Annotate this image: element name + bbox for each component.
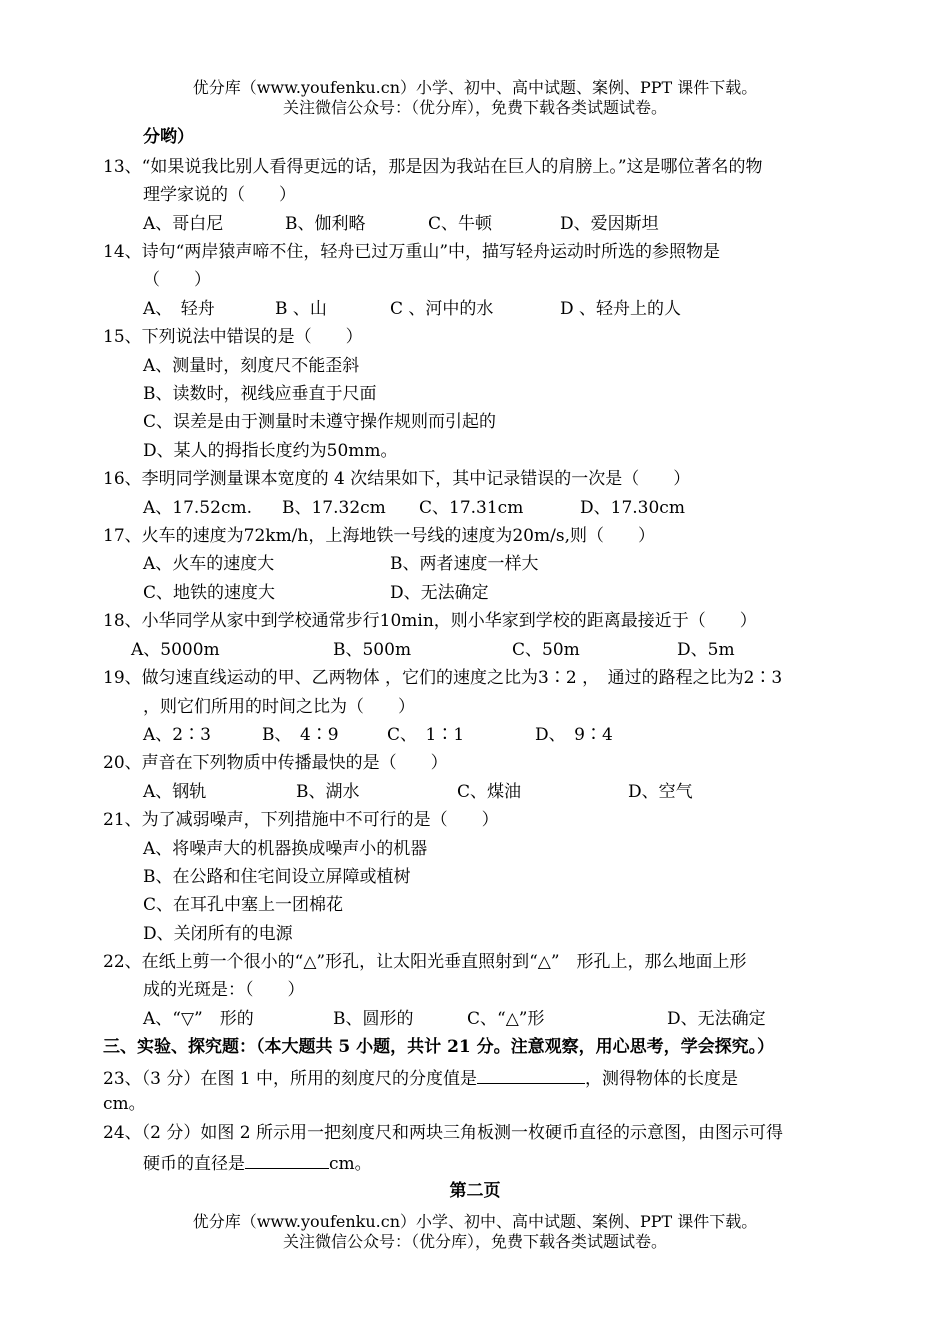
- q23-text-post: ，测得物体的长度是: [584, 1069, 738, 1089]
- q13-option-a: A、哥白尼: [143, 214, 224, 234]
- q13-option-b: B、伽利略: [285, 214, 366, 234]
- q20-option-d: D、空气: [628, 782, 693, 802]
- q23-text-pre: 23、（3 分）在图 1 中，所用的刻度尺的分度值是: [103, 1069, 477, 1089]
- q21-option-b: B、在公路和住宅间设立屏障或植树: [143, 867, 411, 887]
- question-14-line-2: （ ）: [143, 270, 211, 290]
- q19-option-a: A、2∶3: [143, 725, 211, 745]
- q22-option-a: A、“▽” 形的: [143, 1009, 254, 1029]
- question-13-line-1: 13、“如果说我比别人看得更远的话，那是因为我站在巨人的肩膀上。”这是哪位著名的物: [103, 157, 763, 177]
- q23-answer-blank[interactable]: [477, 1065, 585, 1084]
- page-number-label: 第二页: [449, 1181, 501, 1201]
- q16-option-d: D、17.30cm: [580, 498, 685, 518]
- q17-option-c: C、地铁的速度大: [143, 583, 276, 603]
- question-15-line-1: 15、下列说法中错误的是（ ）: [103, 327, 363, 347]
- q17-option-d: D、无法确定: [390, 583, 489, 603]
- question-23-line-1: [103, 1065, 738, 1090]
- q14-option-b: B 、山: [275, 299, 327, 319]
- footer-line-1: 优分库（www.youfenku.cn）小学、初中、高中试题、案例、PPT 课件下载。: [192, 1212, 758, 1231]
- q20-option-a: A、钢轨: [143, 782, 207, 802]
- q19-option-b: B、 4∶9: [262, 725, 339, 745]
- q17-option-b: B、两者速度一样大: [390, 554, 539, 574]
- q15-option-b: B、读数时，视线应垂直于尺面: [143, 384, 377, 404]
- q22-option-d: D、无法确定: [667, 1009, 766, 1029]
- question-20-line-1: 20、声音在下列物质中传播最快的是（ ）: [103, 753, 448, 773]
- q24-answer-blank[interactable]: [245, 1150, 329, 1169]
- q15-option-a: A、测量时，刻度尺不能歪斜: [143, 356, 360, 376]
- q22-option-c: C、“△”形: [467, 1009, 545, 1029]
- q22-option-b: B、圆形的: [333, 1009, 414, 1029]
- question-13-line-2: 理学家说的（ ）: [143, 185, 296, 205]
- q13-option-d: D、爱因斯坦: [560, 214, 659, 234]
- q21-option-d: D、关闭所有的电源: [143, 924, 293, 944]
- q18-option-d: D、5m: [677, 640, 735, 660]
- q13-option-c: C、牛顿: [428, 214, 493, 234]
- question-17-line-1: 17、火车的速度为72km/h，上海地铁一号线的速度为20m/s,则（ ）: [103, 526, 655, 546]
- header-line-2: 关注微信公众号：（优分库），免费下载各类试题试卷。: [282, 98, 667, 117]
- q15-option-d: D、某人的拇指长度约为50mm。: [143, 441, 398, 461]
- q16-option-c: C、17.31cm: [419, 498, 524, 518]
- continuation-text: 分哟）: [143, 127, 194, 147]
- question-23-line-2: cm。: [103, 1094, 146, 1114]
- question-22-line-2: 成的光斑是：（ ）: [143, 980, 305, 1000]
- q19-option-d: D、 9∶4: [535, 725, 613, 745]
- q19-option-c: C、 1∶1: [387, 725, 465, 745]
- q14-option-d: D 、轻舟上的人: [560, 299, 682, 319]
- q18-option-a: A、5000m: [131, 640, 220, 660]
- q24-text-post: cm。: [329, 1154, 372, 1174]
- section-3-heading: 三、实验、探究题：（本大题共 5 小题，共计 21 分。注意观察，用心思考，学会探究。）: [103, 1037, 775, 1057]
- question-22-line-1: 22、在纸上剪一个很小的“△”形孔，让太阳光垂直照射到“△” 形孔上，那么地面上形: [103, 952, 747, 972]
- question-16-line-1: 16、李明同学测量课本宽度的 4 次结果如下，其中记录错误的一次是（ ）: [103, 469, 691, 489]
- question-24-line-1: 24、（2 分）如图 2 所示用一把刻度尺和两块三角板测一枚硬币直径的示意图，由图示可得: [103, 1123, 783, 1143]
- q16-option-a: A、17.52cm.: [143, 498, 252, 518]
- header-line-1: 优分库（www.youfenku.cn）小学、初中、高中试题、案例、PPT 课件下载。: [192, 78, 758, 97]
- q14-option-c: C 、河中的水: [390, 299, 494, 319]
- question-19-line-2: ，则它们所用的时间之比为（ ）: [143, 697, 415, 717]
- q15-option-c: C、误差是由于测量时未遵守操作规则而引起的: [143, 412, 497, 432]
- question-24-line-2: [143, 1150, 372, 1175]
- q14-option-a: A、 轻舟: [143, 299, 215, 319]
- question-19-line-1: 19、做匀速直线运动的甲、乙两物体 ，它们的速度之比为3∶2 ， 通过的路程之比为2∶3: [103, 668, 783, 688]
- question-18-line-1: 18、小华同学从家中到学校通常步行10min，则小华家到学校的距离最接近于（ ）: [103, 611, 757, 631]
- question-14-line-1: 14、诗句“两岸猿声啼不住，轻舟已过万重山”中，描写轻舟运动时所选的参照物是: [103, 242, 721, 262]
- footer-line-2: 关注微信公众号：（优分库），免费下载各类试题试卷。: [282, 1232, 667, 1251]
- q21-option-a: A、将噪声大的机器换成噪声小的机器: [143, 839, 428, 859]
- q20-option-b: B、湖水: [296, 782, 360, 802]
- q24-text-pre: 硬币的直径是: [143, 1154, 245, 1174]
- q18-option-c: C、50m: [512, 640, 580, 660]
- q20-option-c: C、煤油: [457, 782, 522, 802]
- q17-option-a: A、火车的速度大: [143, 554, 275, 574]
- question-21-line-1: 21、为了减弱噪声，下列措施中不可行的是（ ）: [103, 810, 499, 830]
- q16-option-b: B、17.32cm: [282, 498, 386, 518]
- q18-option-b: B、500m: [333, 640, 412, 660]
- q21-option-c: C、在耳孔中塞上一团棉花: [143, 895, 344, 915]
